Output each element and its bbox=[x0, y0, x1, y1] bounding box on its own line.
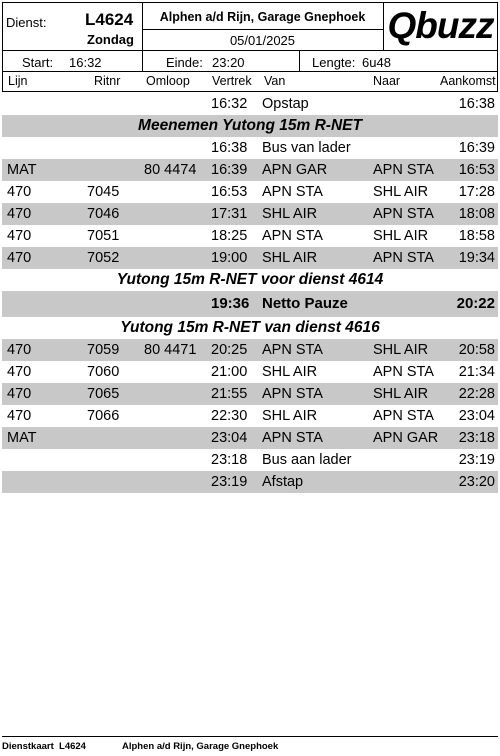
cell-aankomst: 17:28 bbox=[458, 184, 495, 200]
cell-ritnr: 7045 bbox=[87, 184, 120, 200]
schedule-table bbox=[2, 93, 498, 493]
cell-vertrek: 23:19 bbox=[211, 474, 248, 490]
footer-label: Dienstkaart L4624 bbox=[2, 741, 86, 752]
cell-aankomst: 21:34 bbox=[458, 364, 495, 380]
cell-lijn: MAT bbox=[7, 430, 37, 446]
section-title-row bbox=[2, 317, 498, 339]
table-row bbox=[2, 339, 498, 361]
end-time: 23:20 bbox=[212, 55, 245, 70]
start-time: 16:32 bbox=[69, 55, 102, 70]
table-row bbox=[2, 137, 498, 159]
cell-naar: APN STA bbox=[373, 408, 434, 424]
cell-lijn: 470 bbox=[7, 408, 32, 424]
cell-aankomst: 18:08 bbox=[458, 206, 495, 222]
section-title-row bbox=[2, 269, 498, 291]
cell-ritnr: 7060 bbox=[87, 364, 120, 380]
cell-vertrek: 23:18 bbox=[211, 452, 248, 468]
cell-naar: SHL AIR bbox=[373, 342, 429, 358]
table-row bbox=[2, 159, 498, 181]
cell-ritnr: 7066 bbox=[87, 408, 120, 424]
cell-van: APN STA bbox=[262, 430, 323, 446]
cell-aankomst: 16:39 bbox=[458, 140, 495, 156]
cell-vertrek: 20:25 bbox=[211, 342, 248, 358]
cell-van: APN GAR bbox=[262, 162, 328, 178]
length-label: Lengte: bbox=[312, 55, 356, 70]
cell-van: Netto Pauze bbox=[262, 295, 348, 312]
cell-van: Bus van lader bbox=[262, 140, 351, 156]
cell-aankomst: 23:18 bbox=[458, 430, 495, 446]
cell-vertrek: 21:00 bbox=[211, 364, 248, 380]
cell-vertrek: 16:32 bbox=[211, 96, 248, 112]
cell-lijn: MAT bbox=[7, 162, 37, 178]
cell-ritnr: 7052 bbox=[87, 250, 120, 266]
cell-lijn: 470 bbox=[7, 206, 32, 222]
cell-vertrek: 18:25 bbox=[211, 228, 248, 244]
col-header-ritnr: Ritnr bbox=[94, 74, 121, 88]
cell-naar: APN STA bbox=[373, 162, 434, 178]
day-label: Zondag bbox=[87, 32, 134, 47]
cell-aankomst: 23:20 bbox=[458, 474, 495, 490]
cell-naar: APN STA bbox=[373, 250, 434, 266]
col-header-aankomst: Aankomst bbox=[440, 74, 496, 88]
cell-lijn: 470 bbox=[7, 184, 32, 200]
dienst-label: Dienst: bbox=[6, 15, 47, 30]
col-header-omloop: Omloop bbox=[146, 74, 190, 88]
cell-van: SHL AIR bbox=[262, 408, 318, 424]
table-row bbox=[2, 225, 498, 247]
cell-aankomst: 20:58 bbox=[458, 342, 495, 358]
cell-omloop: 80 4474 bbox=[144, 162, 197, 178]
cell-van: Afstap bbox=[262, 474, 304, 490]
table-row bbox=[2, 93, 498, 115]
cell-lijn: 470 bbox=[7, 364, 32, 380]
cell-ritnr: 7051 bbox=[87, 228, 120, 244]
cell-lijn: 470 bbox=[7, 386, 32, 402]
cell-naar: APN STA bbox=[373, 364, 434, 380]
table-row bbox=[2, 471, 498, 493]
start-label: Start: bbox=[22, 55, 54, 70]
table-row bbox=[2, 361, 498, 383]
service-date: 05/01/2025 bbox=[229, 33, 296, 48]
cell-vertrek: 16:53 bbox=[211, 184, 248, 200]
cell-aankomst: 20:22 bbox=[456, 295, 495, 312]
cell-vertrek: 19:36 bbox=[211, 295, 250, 312]
cell-aankomst: 19:34 bbox=[458, 250, 495, 266]
section-title-row bbox=[2, 115, 498, 137]
cell-ritnr: 7065 bbox=[87, 386, 120, 402]
col-header-van: Van bbox=[264, 74, 286, 88]
cell-vertrek: 19:00 bbox=[211, 250, 248, 266]
cell-lijn: 470 bbox=[7, 342, 32, 358]
cell-van: Opstap bbox=[262, 96, 309, 112]
cell-van: APN STA bbox=[262, 342, 323, 358]
cell-vertrek: 21:55 bbox=[211, 386, 248, 402]
cell-naar: APN STA bbox=[373, 206, 434, 222]
pause-row bbox=[2, 291, 498, 317]
section-title: Yutong 15m R-NET van dienst 4616 bbox=[120, 319, 380, 336]
cell-van: APN STA bbox=[262, 184, 323, 200]
dienst-code: L4624 bbox=[85, 10, 134, 29]
cell-vertrek: 16:39 bbox=[211, 162, 248, 178]
end-label: Einde: bbox=[166, 55, 203, 70]
table-row bbox=[2, 247, 498, 269]
cell-van: Bus aan lader bbox=[262, 452, 352, 468]
cell-naar: SHL AIR bbox=[373, 386, 429, 402]
cell-aankomst: 16:38 bbox=[458, 96, 495, 112]
cell-naar: SHL AIR bbox=[373, 184, 429, 200]
qbuzz-logo: Qbuzz bbox=[387, 5, 494, 46]
cell-van: SHL AIR bbox=[262, 364, 318, 380]
cell-aankomst: 23:19 bbox=[458, 452, 495, 468]
cell-naar: SHL AIR bbox=[373, 228, 429, 244]
table-row bbox=[2, 427, 498, 449]
table-row bbox=[2, 203, 498, 225]
cell-lijn: 470 bbox=[7, 250, 32, 266]
cell-omloop: 80 4471 bbox=[144, 342, 197, 358]
cell-aankomst: 22:28 bbox=[458, 386, 495, 402]
cell-van: APN STA bbox=[262, 386, 323, 402]
cell-aankomst: 18:58 bbox=[458, 228, 495, 244]
footer-location: Alphen a/d Rijn, Garage Gnephoek bbox=[122, 741, 279, 752]
col-header-naar: Naar bbox=[373, 74, 401, 88]
length-value: 6u48 bbox=[362, 55, 391, 70]
cell-van: SHL AIR bbox=[262, 250, 318, 266]
cell-lijn: 470 bbox=[7, 228, 32, 244]
cell-vertrek: 16:38 bbox=[211, 140, 248, 156]
table-row bbox=[2, 383, 498, 405]
col-header-vertrek: Vertrek bbox=[212, 74, 252, 88]
section-title: Meenemen Yutong 15m R-NET bbox=[138, 117, 362, 134]
table-row bbox=[2, 405, 498, 427]
col-header-lijn: Lijn bbox=[8, 74, 28, 88]
cell-van: SHL AIR bbox=[262, 206, 318, 222]
table-row bbox=[2, 181, 498, 203]
cell-naar: APN GAR bbox=[373, 430, 439, 446]
cell-vertrek: 22:30 bbox=[211, 408, 248, 424]
cell-van: APN STA bbox=[262, 228, 323, 244]
cell-vertrek: 17:31 bbox=[211, 206, 248, 222]
cell-ritnr: 7059 bbox=[87, 342, 120, 358]
cell-aankomst: 23:04 bbox=[458, 408, 495, 424]
cell-ritnr: 7046 bbox=[87, 206, 120, 222]
cell-vertrek: 23:04 bbox=[211, 430, 248, 446]
section-title: Yutong 15m R-NET voor dienst 4614 bbox=[116, 271, 384, 288]
table-row bbox=[2, 449, 498, 471]
cell-aankomst: 16:53 bbox=[458, 162, 495, 178]
location-title: Alphen a/d Rijn, Garage Gnephoek bbox=[159, 10, 366, 24]
